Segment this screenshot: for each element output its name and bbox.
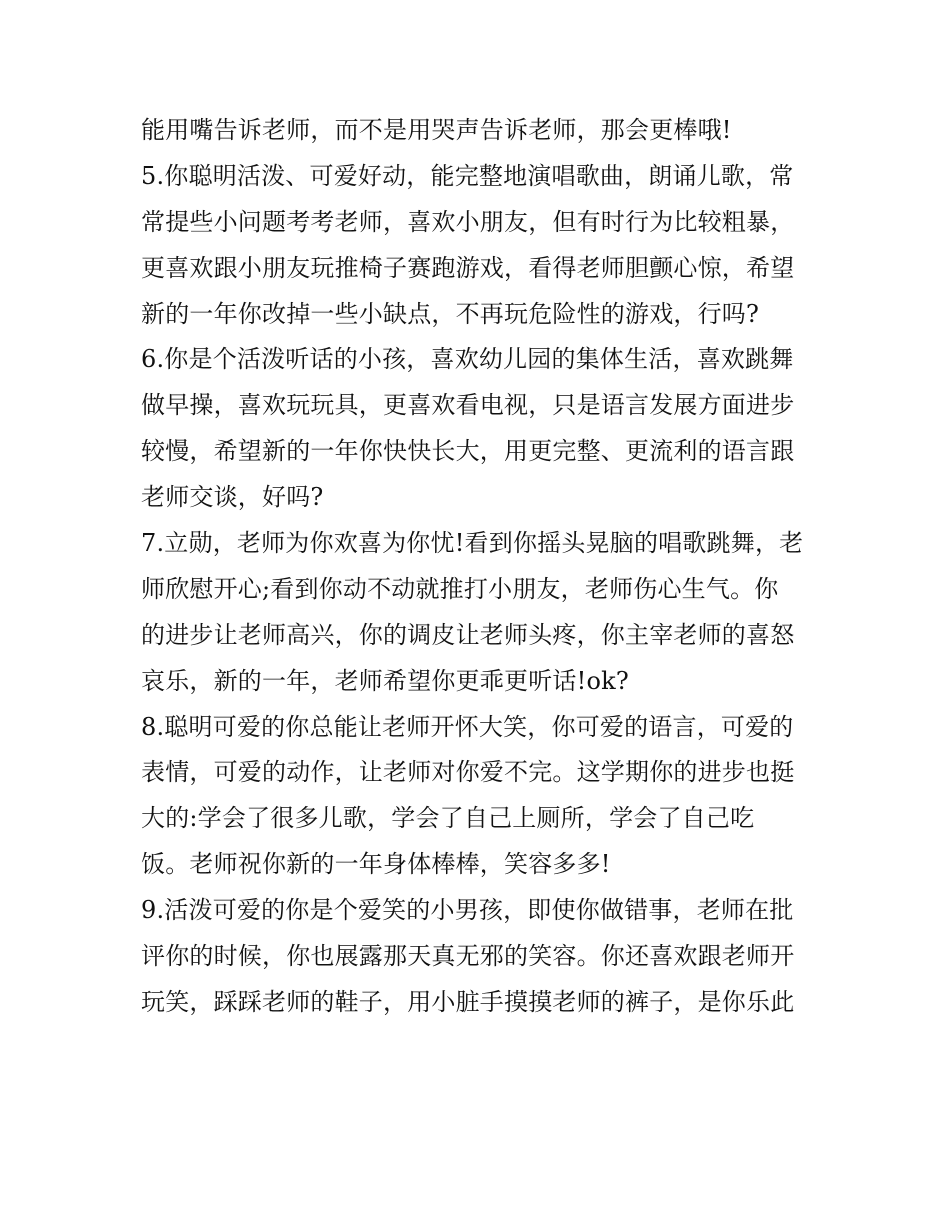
text-line: 更喜欢跟小朋友玩推椅子赛跑游戏，看得老师胆颤心惊，希望: [141, 253, 795, 282]
text-line: 老师交谈，好吗?: [141, 483, 324, 512]
text-line: 8.聪明可爱的你总能让老师开怀大笑，你可爱的语言，可爱的: [141, 712, 794, 741]
text-line: 评你的时候，你也展露那天真无邪的笑容。你还喜欢跟老师开: [141, 942, 795, 971]
text-line: 表情，可爱的动作，让老师对你爱不完。这学期你的进步也挺: [141, 758, 795, 787]
text-line: 做早操，喜欢玩玩具，更喜欢看电视，只是语言发展方面进步: [141, 391, 795, 420]
text-line: 能用嘴告诉老师，而不是用哭声告诉老师，那会更棒哦!: [141, 116, 732, 144]
text-line: 常提些小问题考考老师，喜欢小朋友，但有时行为比较粗暴，: [141, 207, 795, 236]
text-line: 大的:学会了很多儿歌，学会了自己上厕所，学会了自己吃: [141, 804, 755, 833]
text-line: 饭。老师祝你新的一年身体棒棒，笑容多多!: [141, 850, 611, 879]
text-line: 玩笑，踩踩老师的鞋子，用小脏手摸摸老师的裤子，是你乐此: [141, 987, 795, 1016]
text-line: 哀乐，新的一年，老师希望你更乖更听话!ok?: [141, 666, 629, 695]
text-line: 新的一年你改掉一些小缺点，不再玩危险性的游戏，行吗?: [141, 299, 760, 328]
document-body-text: [141, 108, 821, 1026]
text-line: 师欣慰开心;看到你动不动就推打小朋友，老师伤心生气。你: [141, 574, 779, 603]
text-line: 9.活泼可爱的你是个爱笑的小男孩，即使你做错事，老师在批: [141, 896, 794, 925]
text-line: 6.你是个活泼听话的小孩，喜欢幼儿园的集体生活，喜欢跳舞: [141, 345, 794, 374]
text-line: 5.你聪明活泼、可爱好动，能完整地演唱歌曲，朗诵儿歌，常: [141, 161, 794, 190]
text-line: 的进步让老师高兴，你的调皮让老师头疼，你主宰老师的喜怒: [141, 620, 795, 649]
text-line: 较慢，希望新的一年你快快长大，用更完整、更流利的语言跟: [141, 437, 795, 466]
text-line: 7.立勋，老师为你欢喜为你忧!看到你摇头晃脑的唱歌跳舞，老: [141, 529, 804, 558]
